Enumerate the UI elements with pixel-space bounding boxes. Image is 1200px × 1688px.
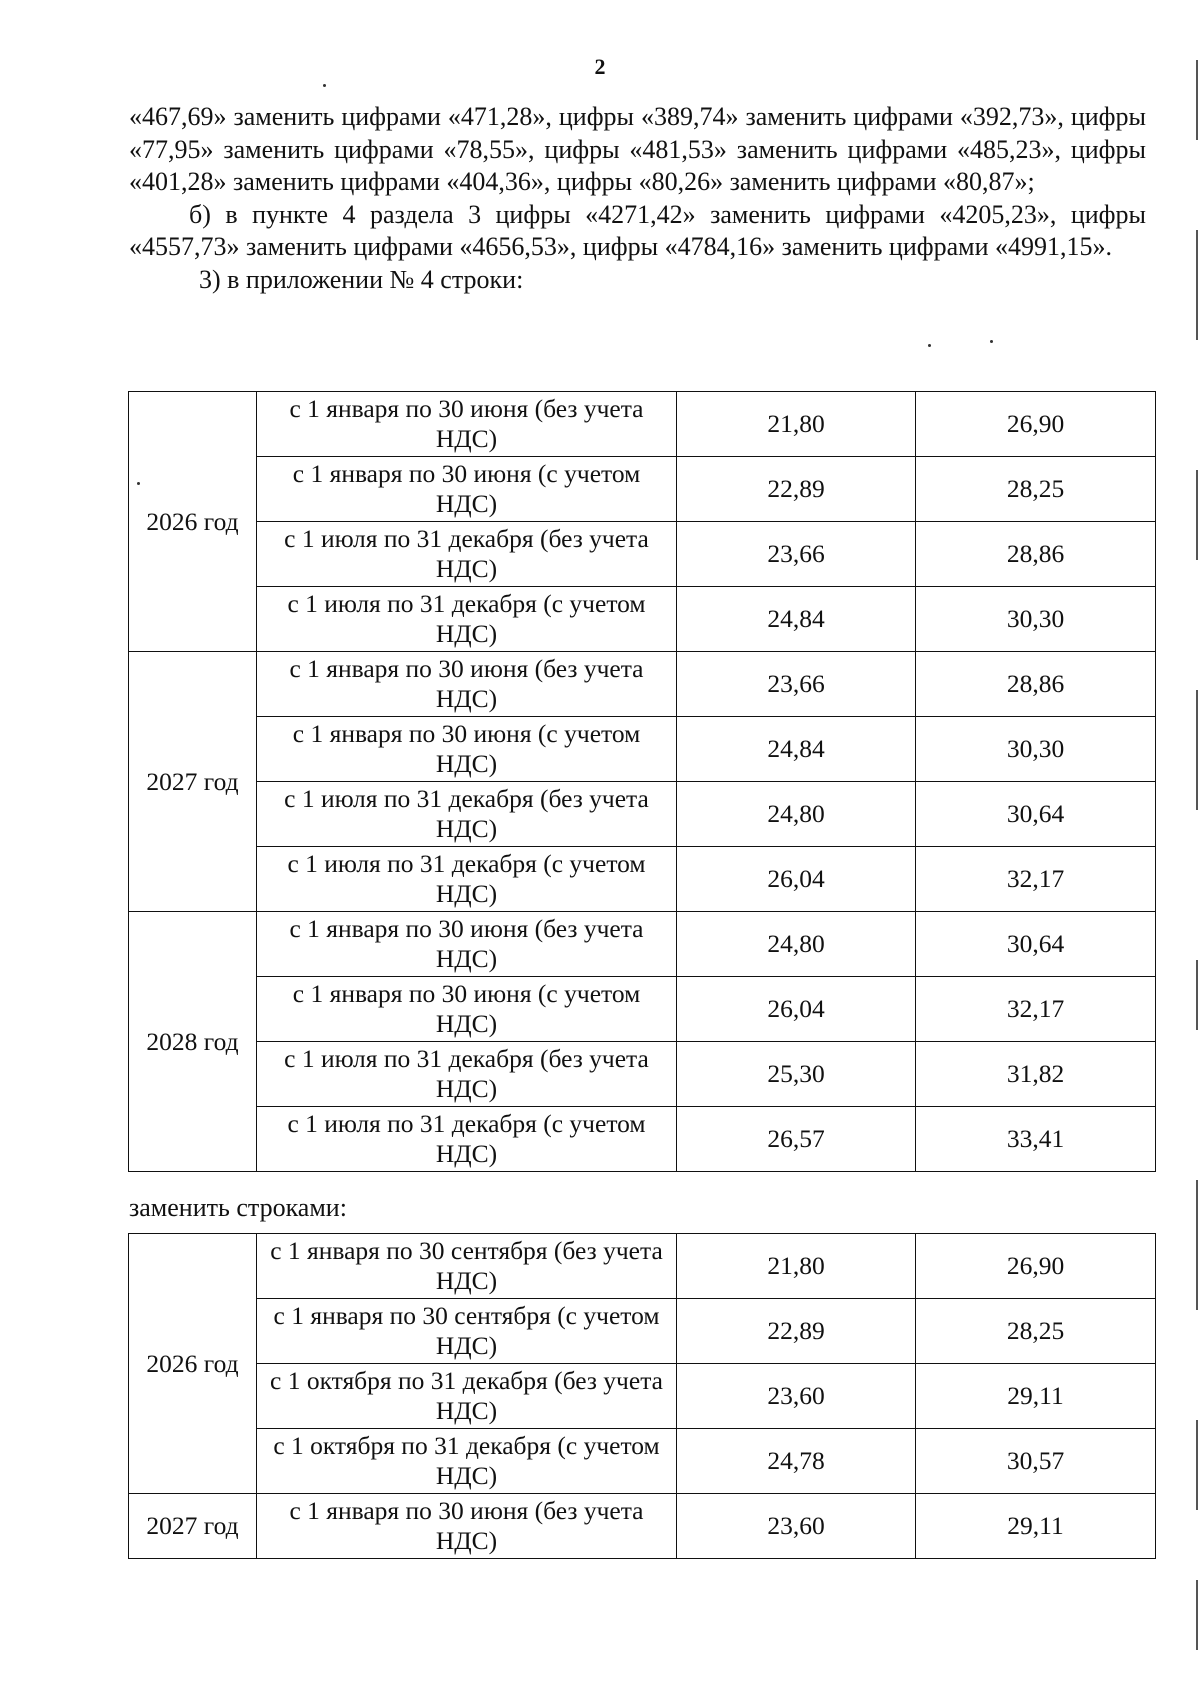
year-cell: 2028 год <box>129 912 257 1172</box>
value-cell-1: 23,66 <box>677 652 916 717</box>
value-cell-1: 24,84 <box>677 717 916 782</box>
value-cell-1: 24,84 <box>677 587 916 652</box>
year-cell: 2027 год <box>129 1494 257 1559</box>
value-cell-2: 30,30 <box>916 717 1156 782</box>
value-cell-2: 28,25 <box>916 457 1156 522</box>
scan-speck <box>990 340 993 343</box>
table-row <box>129 457 1156 522</box>
value-cell-1: 21,80 <box>677 1234 916 1299</box>
paragraph-replacements: «467,69» заменить цифрами «471,28», цифры «389,74» заменить цифрами «392,73», цифры «77,95» заменить цифрами «78,55», цифры «481,53» заменить цифрами «485,23», цифры «401,28» заменить цифрами «404,36», цифры «80,26» заменить цифрами «80,87»; <box>129 102 1146 196</box>
period-cell: с 1 января по 30 июня (с учетом НДС) <box>257 977 677 1042</box>
value-cell-1: 24,78 <box>677 1429 916 1494</box>
page-number: 2 <box>594 54 606 79</box>
table-row <box>129 392 1156 457</box>
value-cell-2: 29,11 <box>916 1494 1156 1559</box>
value-cell-1: 22,89 <box>677 457 916 522</box>
value-cell-2: 30,64 <box>916 912 1156 977</box>
value-cell-1: 26,04 <box>677 977 916 1042</box>
year-cell: 2026 год <box>129 392 257 652</box>
period-cell: с 1 июля по 31 декабря (с учетом НДС) <box>257 587 677 652</box>
paragraph-section-3: б) в пункте 4 раздела 3 цифры «4271,42» заменить цифрами «4205,23», цифры «4557,73» заменить цифрами «4656,53», цифры «4784,16» заменить цифрами «4991,15». <box>129 199 1146 261</box>
period-cell: с 1 июля по 31 декабря (без учета НДС) <box>257 522 677 587</box>
table-row <box>129 912 1156 977</box>
period-cell: с 1 января по 30 сентября (с учетом НДС) <box>257 1299 677 1364</box>
value-cell-2: 28,86 <box>916 522 1156 587</box>
year-cell: 2027 год <box>129 652 257 912</box>
period-cell: с 1 июля по 31 декабря (без учета НДС) <box>257 1042 677 1107</box>
value-cell-1: 24,80 <box>677 782 916 847</box>
value-cell-1: 22,89 <box>677 1299 916 1364</box>
table-row <box>129 782 1156 847</box>
table-row <box>129 652 1156 717</box>
period-cell: с 1 января по 30 сентября (без учета НДС) <box>257 1234 677 1299</box>
paragraph-appendix-intro: 3) в приложении № 4 строки: <box>199 264 524 294</box>
table-row <box>129 1299 1156 1364</box>
table-row <box>129 717 1156 782</box>
table-row <box>129 1494 1156 1559</box>
period-cell: с 1 октября по 31 декабря (с учетом НДС) <box>257 1429 677 1494</box>
value-cell-1: 21,80 <box>677 392 916 457</box>
table-row <box>129 1429 1156 1494</box>
table-row <box>129 1107 1156 1172</box>
value-cell-1: 26,57 <box>677 1107 916 1172</box>
scan-speck <box>323 84 326 87</box>
period-cell: с 1 января по 30 июня (без учета НДС) <box>257 1494 677 1559</box>
table-row <box>129 522 1156 587</box>
year-cell: 2026 год <box>129 1234 257 1494</box>
tariff-table-new <box>128 1233 1156 1559</box>
table-row <box>129 977 1156 1042</box>
value-cell-2: 30,64 <box>916 782 1156 847</box>
period-cell: с 1 октября по 31 декабря (без учета НДС) <box>257 1364 677 1429</box>
table-row <box>129 587 1156 652</box>
tariff-table-old-body <box>129 392 1156 1172</box>
tariff-table-new-body <box>129 1234 1156 1559</box>
value-cell-2: 31,82 <box>916 1042 1156 1107</box>
table-row <box>129 847 1156 912</box>
period-cell: с 1 января по 30 июня (без учета НДС) <box>257 652 677 717</box>
table-row <box>129 1364 1156 1429</box>
period-cell: с 1 января по 30 июня (без учета НДС) <box>257 392 677 457</box>
value-cell-2: 26,90 <box>916 392 1156 457</box>
period-cell: с 1 января по 30 июня (с учетом НДС) <box>257 717 677 782</box>
table-row <box>129 1042 1156 1107</box>
value-cell-1: 25,30 <box>677 1042 916 1107</box>
value-cell-2: 26,90 <box>916 1234 1156 1299</box>
period-cell: с 1 июля по 31 декабря (без учета НДС) <box>257 782 677 847</box>
table-row <box>129 1234 1156 1299</box>
value-cell-1: 23,60 <box>677 1364 916 1429</box>
value-cell-2: 32,17 <box>916 847 1156 912</box>
value-cell-1: 26,04 <box>677 847 916 912</box>
period-cell: с 1 января по 30 июня (с учетом НДС) <box>257 457 677 522</box>
document-body <box>129 101 1146 296</box>
value-cell-2: 28,25 <box>916 1299 1156 1364</box>
value-cell-2: 29,11 <box>916 1364 1156 1429</box>
period-cell: с 1 января по 30 июня (без учета НДС) <box>257 912 677 977</box>
value-cell-2: 30,30 <box>916 587 1156 652</box>
value-cell-2: 33,41 <box>916 1107 1156 1172</box>
value-cell-2: 28,86 <box>916 652 1156 717</box>
value-cell-2: 30,57 <box>916 1429 1156 1494</box>
period-cell: с 1 июля по 31 декабря (с учетом НДС) <box>257 1107 677 1172</box>
value-cell-1: 23,66 <box>677 522 916 587</box>
period-cell: с 1 июля по 31 декабря (с учетом НДС) <box>257 847 677 912</box>
value-cell-2: 32,17 <box>916 977 1156 1042</box>
tariff-table-old <box>128 391 1156 1172</box>
replace-caption: заменить строками: <box>129 1193 347 1222</box>
value-cell-1: 23,60 <box>677 1494 916 1559</box>
value-cell-1: 24,80 <box>677 912 916 977</box>
scan-speck <box>928 344 931 347</box>
